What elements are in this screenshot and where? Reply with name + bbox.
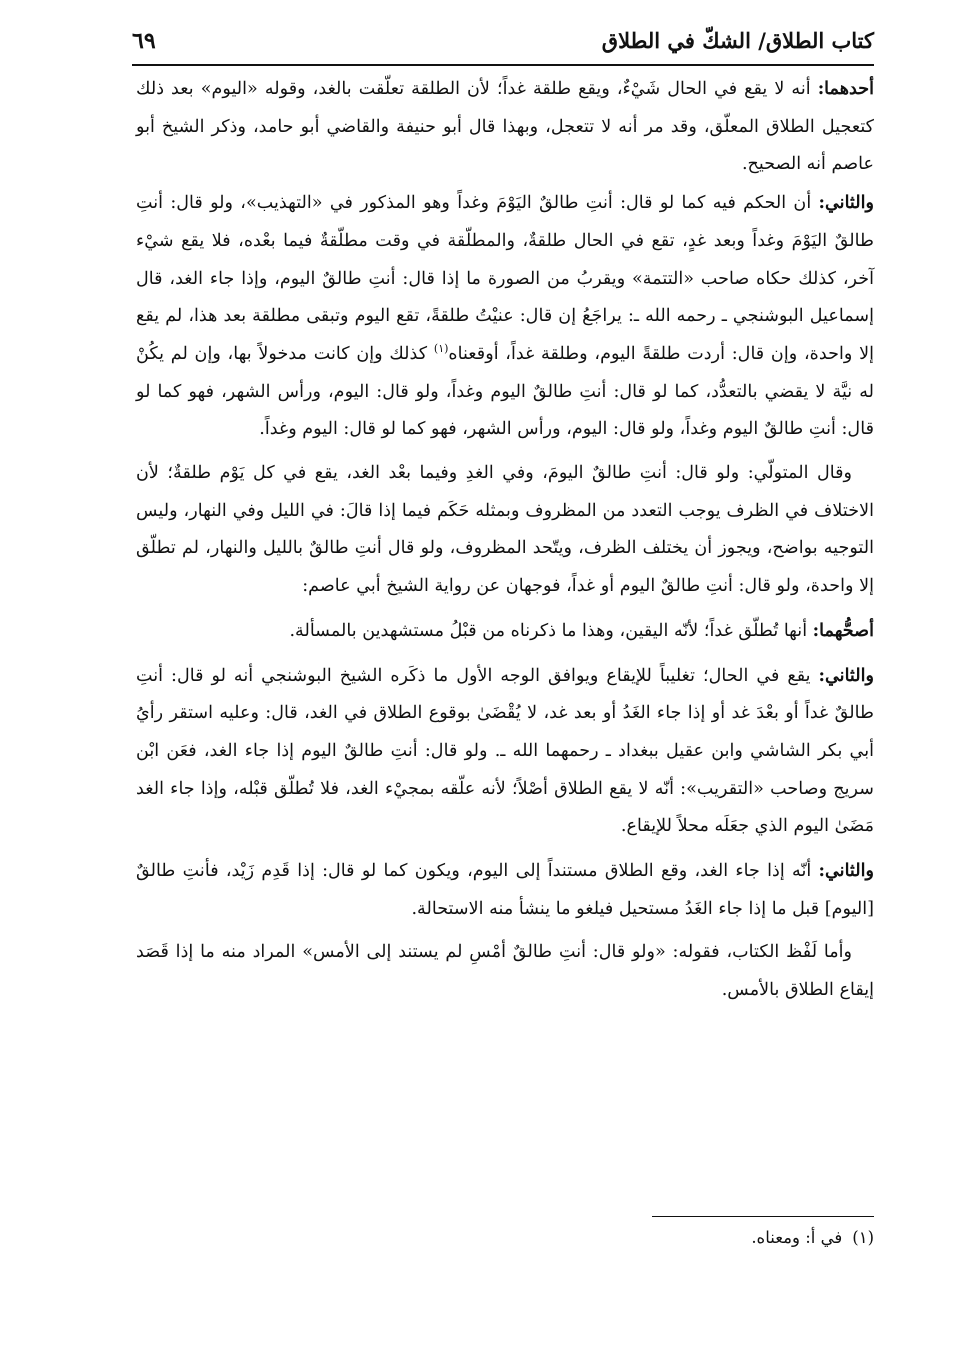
paragraph bbox=[136, 934, 874, 1009]
footnote bbox=[136, 1224, 874, 1252]
paragraph-text: وأما لَفْظ الكتاب، فقوله: «ولو قال: أنتِ طالقٌ أمْسِ لم يستند إلى الأمس» المراد منه ما إذا قَصَد إيقاع الطلاق بالأمس. bbox=[136, 942, 874, 1001]
paragraph-lead: والثاني: bbox=[818, 192, 874, 214]
footnote-number: (١) bbox=[852, 1228, 874, 1247]
footnote-text: في أ: ومعناه. bbox=[751, 1228, 843, 1247]
paragraph bbox=[136, 184, 874, 449]
paragraph-text-continued: كذلك وإن كانت مدخولاً بها، وإن لم يكُنْ له نيَّة لا يقضي بالتعدُّد، كما لو قال: أنتِ طالقٌ اليوم وغداً، ولو قال: اليوم، ورأس الشهر، فهو كما لو قال: أنتِ طالقٌ اليوم وغداً، ولو قال: اليوم، ورأس الشهر، فهو كما لو قال: اليوم وغداً. bbox=[136, 343, 874, 440]
paragraph-text: أن الحكم فيه كما لو قال: أنتِ طالقٌ اليَوْمَ وغداً وهو المذكور في «التهذيب»، ولو قال: أنتِ طالقٌ اليَوْمَ وغداً وبعد غدٍ، تقع في الحال طلقةٌ، والمطلّقة في وقت مطلّقةٌ فيما بعْده، فلا يقع شيْء آخر، كذلك حكاه صاحب «التتمة» ويقربُ من الصورة ما إذا قال: أنتِ طالقٌ اليوم، وإذا جاء الغد، قال إسماعيل البوشنجي ـ رحمه الله ـ: يراجَعُ إن قال: عنيْتُ طلقةً، تقع اليوم وتبقى مطلقة بعد هذا، لم يقع إلا واحدة، وإن قال: أردت طلقةً اليوم، وطلقة غداً، أوقعناه bbox=[136, 193, 875, 364]
paragraph bbox=[136, 612, 874, 651]
paragraph-lead: والثاني: bbox=[818, 664, 874, 686]
paragraph bbox=[136, 657, 874, 847]
main-text bbox=[136, 70, 874, 1010]
paragraph bbox=[136, 70, 874, 184]
footnote-marker: (١) bbox=[433, 342, 449, 356]
paragraph-lead: والثاني: bbox=[818, 860, 874, 882]
page-number: ٦٩ bbox=[132, 28, 156, 54]
paragraph-text: أنها تُطلّق غداً؛ لأنّه اليقين، وهذا ما ذكرناه من قبْلُ مستشهدين بالمسألة. bbox=[289, 620, 813, 641]
paragraph-text: يقع في الحال؛ تغليباً للإيقاع ويوافق الوجه الأول ما ذكَره الشيخ البوشنجي أنه لو قال: أنتِ طالقٌ غداً أو بعْدَ غد أو إذا جاء الغَدُ أو بعد غد، لا يُقْضَىٰ بوقوع الطلاق في الغد، قال: وعليه استقر رأيُ أبي بكر الشاشي وابن عقيل ببغداد ـ رحمهما الله ـ. ولو قال: أنتِ طالقٌ اليوم إذا جاء الغد، فعَن ابْن سريج وصاحب «التقريب»: أنّه لا يقع الطلاق أصْلاً؛ لأنه علّقه بمجيْء الغد، فلا تُطلّق قبْله، وإذا جاء الغد مَضَىٰ اليوم الذي جعَلَه محلاً للإيقاع. bbox=[136, 665, 874, 837]
running-title: كتاب الطلاق/ الشكّ في الطلاق bbox=[601, 28, 874, 53]
page-header bbox=[132, 26, 874, 66]
paragraph-text: وقال المتولّي: ولو قال: أنتِ طالقٌ اليومَ، وفي الغدِ وفيما بعْد الغد، يقع في كل يَوْم طلقةٌ؛ لأن الاختلاف في الظرف يوجب التعدد من المظروف وبمثله حَكَم فيما إذا قالَ: في الليل وفي النهار، وليس التوجيه بواضح، ويجوز أن يختلف الظرف، ويتّحد المظروف، ولو قال أنتِ طالقٌ بالليل والنهار، لم تطلّق إلا واحدة، ولو قال: أنتِ طالقٌ اليوم أو غداً، فوجهان عن رواية الشيخ أبي عاصم: bbox=[136, 463, 874, 597]
paragraph bbox=[136, 455, 874, 606]
footnote-divider bbox=[652, 1216, 874, 1217]
paragraph-lead: أصحُّهما: bbox=[812, 619, 874, 641]
paragraph-text: أنّه إذا جاء الغد، وقع الطلاق مستنداً إلى اليوم، ويكون كما لو قال: إذا قَدِم زَيْد، فأنتِ طالقٌ [اليوم] قبل ما إذا جاء الغَدُ مستحيل فيلغو ما ينشأ منه الاستحالة. bbox=[136, 861, 874, 919]
paragraph bbox=[136, 852, 874, 928]
paragraph-lead: أحدهما: bbox=[817, 78, 874, 99]
paragraph-text: أنه لا يقع في الحال شَيْءٌ، ويقع طلقة غداً؛ لأن الطلقة تعلّقت بالغد، وقوله «اليوم» بعد ذلك كتعجيل الطلاق المعلّق، وقد مر أنه لا تتعجل، وبهذا قال أبو حنيفة والقاضي أبو حامد، وذكر الشيخ أبو عاصم أنه الصحيح. bbox=[136, 79, 874, 175]
